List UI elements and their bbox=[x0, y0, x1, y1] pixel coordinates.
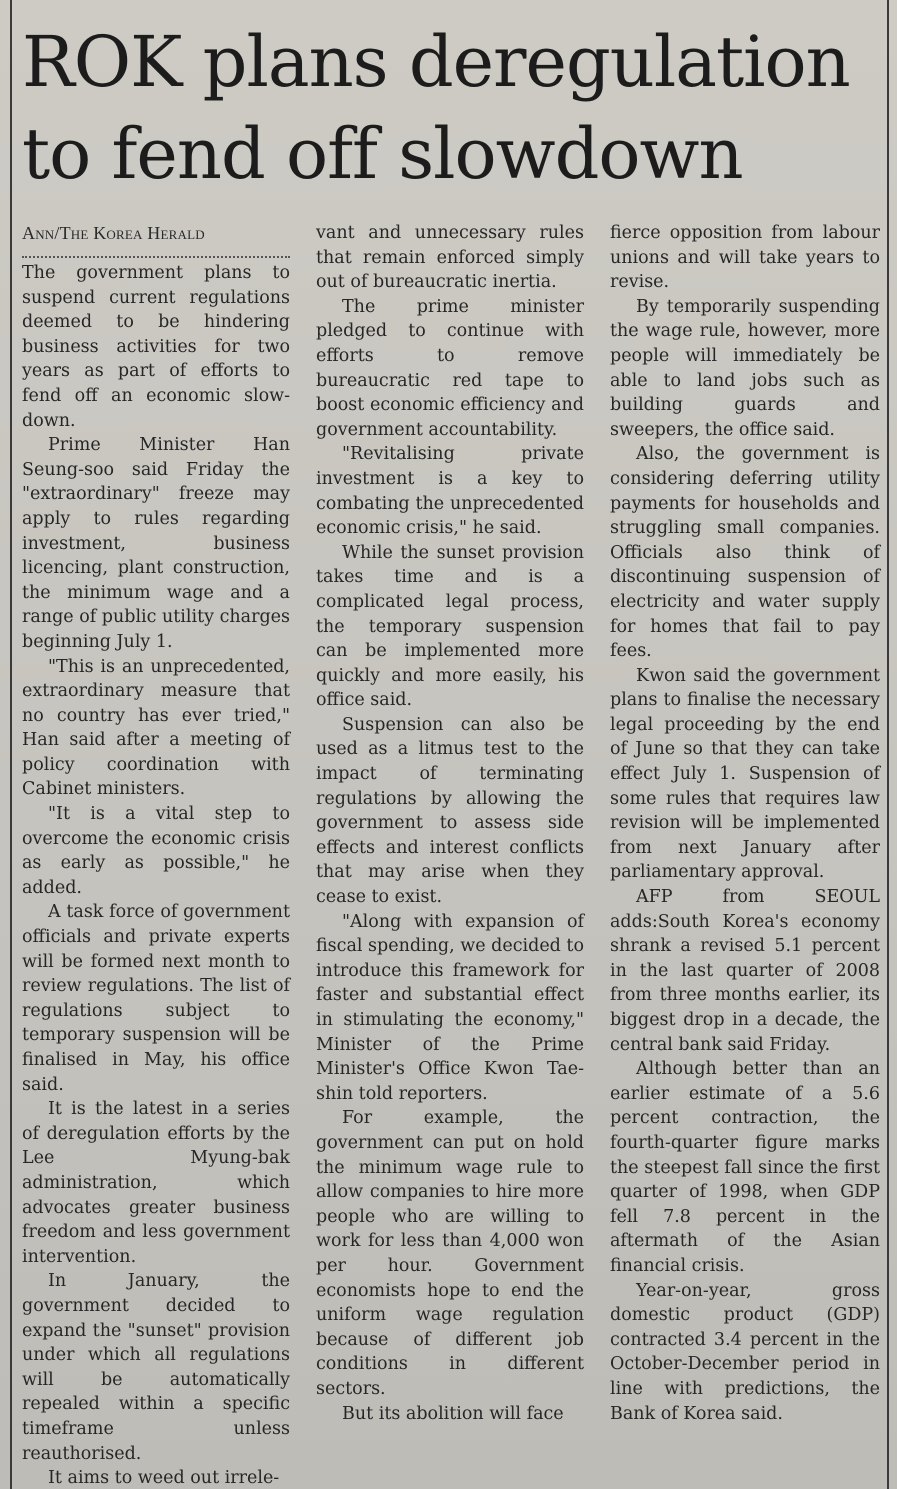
paragraph: While the sunset provision takes time and is a complicated legal process, the temporary suspension can be implemented more quickly and more easily, his office said. bbox=[316, 542, 584, 711]
paragraph: "It is a vital step to overcome the economic crisis as early as possible," he added. bbox=[22, 804, 290, 898]
paragraph: The government plans to suspend current regulations deemed to be hindering business activities for two years as part of efforts to fend off an economic slow-down. bbox=[22, 263, 290, 431]
article-column-2 bbox=[316, 221, 584, 1426]
headline-line-2: to fend off slowdown bbox=[22, 113, 743, 195]
paragraph: By temporarily suspending the wage rule, however, more people will immediately be able to land jobs such as building guards and sweepers, the office said. bbox=[610, 296, 880, 440]
article-column-1 bbox=[22, 221, 290, 1489]
paragraph: For example, the government can put on hold the minimum wage rule to allow companies to hire more people who are willing to work for less than 4,000 won per hour. Government economists hope to end the uniform wage regulation because of different job conditions in different sectors. bbox=[316, 1108, 584, 1399]
paragraph: Also, the government is considering deferring utility payments for households and struggling small companies. Officials also think of discontinuing suspension of electricity and water supply for homes that fail to pay fees. bbox=[610, 444, 880, 662]
article-column-3 bbox=[610, 221, 880, 1426]
paragraph: Suspension can also be used as a litmus test to the impact of terminating regulations by allowing the government to assess side effects and interest conflicts that may arise when they cease to exist. bbox=[316, 714, 584, 908]
right-column-rule bbox=[887, 0, 889, 1489]
byline: Ann/The Korea Herald bbox=[22, 223, 205, 243]
paragraph: "This is an unprecedented, extraordinary measure that no country has ever tried," Han said after a meeting of policy coordination with Cabinet ministers. bbox=[22, 656, 290, 800]
paragraph: "Revitalising private investment is a key to combating the unprecedented economic crisis," he said. bbox=[316, 444, 584, 539]
paragraph: In January, the government decided to expand the "sunset" provision under which all regulations will be automatically repealed within a specific timeframe unless reauthorised. bbox=[22, 1271, 290, 1464]
paragraph: Prime Minister Han Seung-soo said Friday the "extraordinary" freeze may apply to rules regarding investment, business licencing, plant construction, the minimum wage and a range of public utility charges beginning July 1. bbox=[22, 435, 290, 652]
headline bbox=[22, 16, 887, 200]
paragraph: Kwon said the government plans to finalise the necessary legal proceeding by the end of June so that they can take effect July 1. Suspension of some rules that requires law revision will be implemented from next January after parliamentary approval. bbox=[610, 665, 880, 883]
byline-dotted-rule bbox=[22, 256, 290, 258]
paragraph-continued: fierce opposition from labour unions and will take years to revise. bbox=[610, 223, 880, 293]
paragraph-continued: vant and unnecessary rules that remain enforced simply out of bureaucratic inertia. bbox=[316, 223, 584, 293]
left-column-rule bbox=[10, 0, 12, 1489]
paragraph: "Along with expansion of fiscal spending, we decided to introduce this framework for faster and substantial effect in stimulating the economy," Minister of the Prime Minister's Office Kwon Tae-shin told reporters. bbox=[316, 911, 585, 1104]
paragraph: Although better than an earlier estimate of a 5.6 percent contraction, the fourth-quarter figure marks the steepest fall since the first quarter of 1998, when GDP fell 7.8 percent in the aftermath of the Asian financial crisis. bbox=[610, 1059, 880, 1276]
paragraph: A task force of government officials and private experts will be formed next month to review regulations. The list of regulations subject to temporary suspension will be finalised in May, his office said. bbox=[22, 902, 290, 1095]
paragraph: But its abolition will face bbox=[342, 1403, 564, 1424]
paragraph: It aims to weed out irrele- bbox=[48, 1468, 280, 1489]
headline-line-1: ROK plans deregulation bbox=[22, 21, 850, 103]
paragraph: AFP from SEOUL adds:South Korea's economy shrank a revised 5.1 percent in the last quarter of 2008 from three months earlier, its biggest drop in a decade, the central bank said Friday. bbox=[610, 887, 880, 1055]
paragraph: Year-on-year, gross domestic product (GDP) contracted 3.4 percent in the October-December period in line with predictions, the Bank of Korea said. bbox=[610, 1280, 880, 1424]
paragraph: The prime minister pledged to continue with efforts to remove bureaucratic red tape to boost economic efficiency and government accountability. bbox=[316, 296, 584, 440]
paragraph: It is the latest in a series of deregulation efforts by the Lee Myung-bak administration, which advocates greater business freedom and less government intervention. bbox=[22, 1099, 290, 1267]
